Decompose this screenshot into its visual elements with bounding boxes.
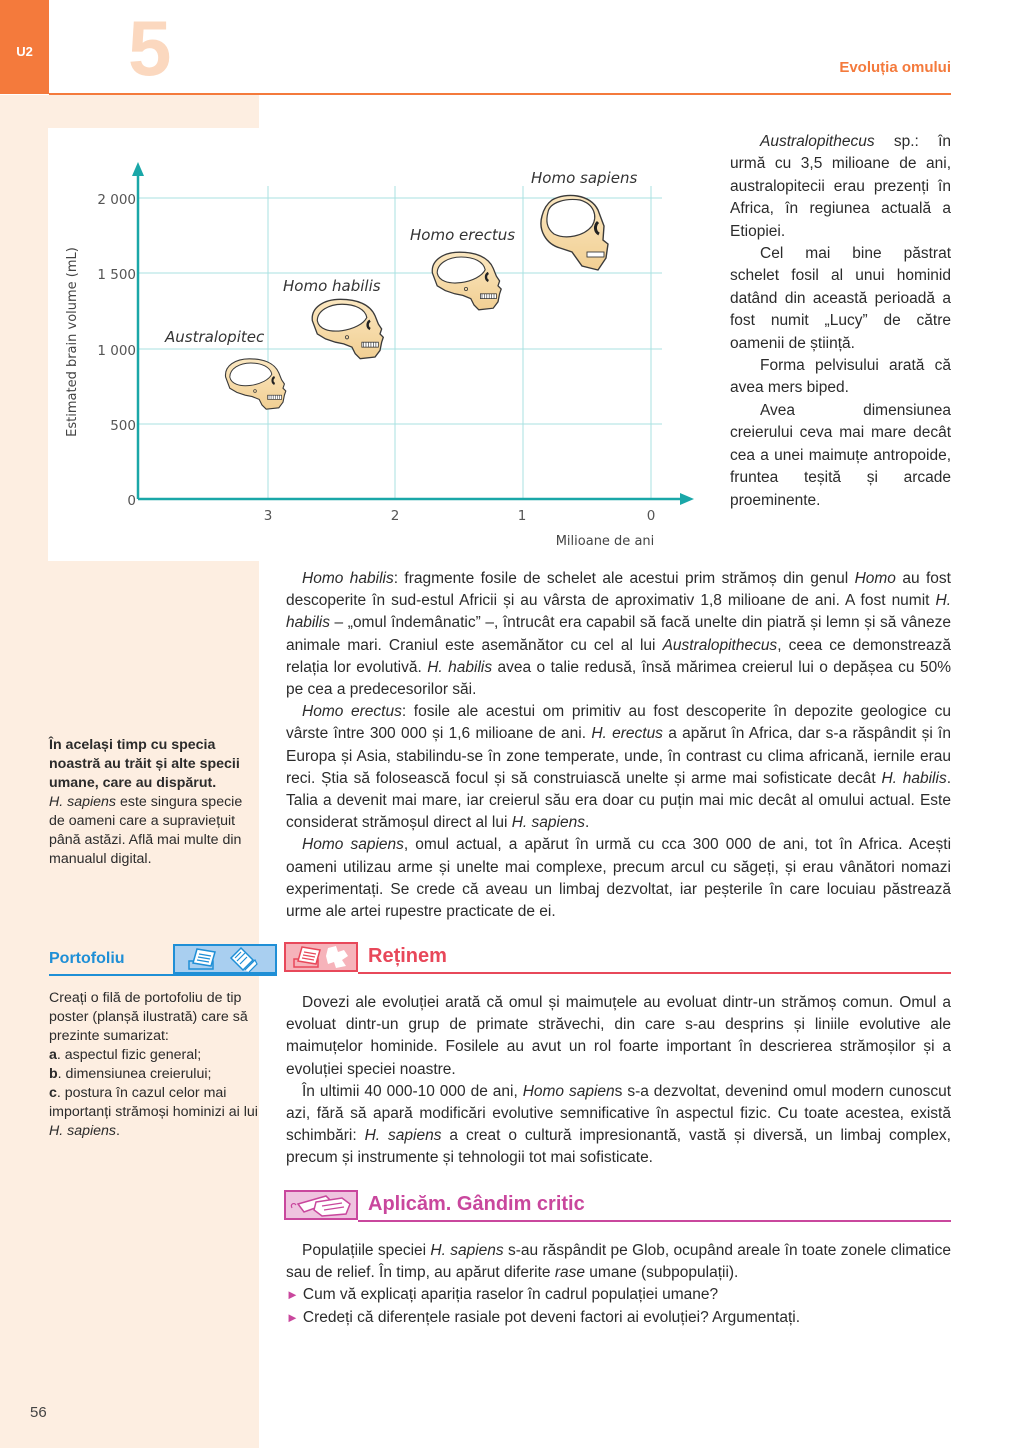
species-name: H. sapiens bbox=[511, 814, 585, 832]
question-item bbox=[286, 1307, 951, 1329]
text: . bbox=[584, 814, 590, 832]
text: , omul actual, a apărut în urmă cu cca 300 000 de ani, tot în Africa. Acești oameni utilizau arme și unelte mai complexe, precum arcul cu săgeți, și erau vânători nomazi experimentați. Se crede că aveau un limbaj dezvoltat, iar peșterile în care locuiau păstrează urme ale artei rupestre practicate de ei. bbox=[286, 836, 952, 921]
retinem-body bbox=[286, 992, 951, 1170]
x-axis-ticks bbox=[264, 508, 656, 524]
side-note-body bbox=[49, 793, 259, 869]
australopitec-skull-icon bbox=[225, 359, 285, 409]
aside-paragraph bbox=[730, 243, 951, 355]
chart-canvas bbox=[48, 128, 700, 561]
homo-habilis-skull-icon bbox=[312, 299, 383, 358]
x-axis-label: Milioane de ani bbox=[555, 534, 655, 549]
term: rase bbox=[554, 1264, 585, 1282]
portfolio-documents-icon bbox=[173, 944, 277, 974]
species-name: H. sapiens bbox=[430, 1242, 504, 1259]
homo-sapiens-skull-icon bbox=[541, 195, 608, 270]
item-letter: c bbox=[49, 1085, 57, 1101]
item-letter: b bbox=[49, 1066, 58, 1082]
item-text: . aspectul fizic general; bbox=[56, 1047, 202, 1063]
text: a apărut în Africa, dar s-a răspândit și în Europa și Asia, stabilindu-se în zone temperate, unde, în contrast cu clima africană, iernile erau reci. Știa să folosească focul și să construiască unelte și arme mai sofisticate decât bbox=[286, 725, 951, 787]
aplicam-body bbox=[286, 1240, 951, 1329]
text: . bbox=[116, 1123, 120, 1139]
aplicam-section-header bbox=[284, 1190, 951, 1222]
species-name: Homo habilis bbox=[302, 570, 394, 587]
x-tick: 0 bbox=[646, 508, 656, 524]
species-name: Homo sapiens bbox=[302, 836, 404, 854]
species-name: Homo sapien bbox=[522, 1082, 615, 1100]
header-divider bbox=[49, 93, 951, 95]
section-divider bbox=[358, 972, 951, 974]
label-homo-erectus: Homo erectus bbox=[410, 226, 516, 244]
chapter-number: 5 bbox=[128, 4, 172, 92]
species-name: H. sapiens bbox=[364, 1127, 442, 1145]
retinem-paragraph bbox=[286, 1081, 951, 1170]
text: În ultimii 40 000-10 000 de ani, bbox=[302, 1082, 523, 1100]
portfolio-header bbox=[49, 944, 277, 976]
text: umane (subpopulații). bbox=[584, 1264, 739, 1282]
species-name: H. habilis bbox=[881, 769, 947, 787]
portfolio-item bbox=[49, 1065, 259, 1084]
x-tick: 3 bbox=[263, 508, 273, 524]
y-tick: 1 500 bbox=[97, 267, 136, 283]
homo-sapiens-paragraph bbox=[286, 834, 951, 923]
x-tick: 2 bbox=[390, 508, 400, 524]
brain-volume-chart bbox=[48, 128, 700, 561]
text: : fosile ale acestui om primitiv au fost descoperite în depozite geologice cu vârste între 300 000 și 1,6 milioane de ani. bbox=[286, 703, 952, 743]
portfolio-body bbox=[49, 989, 259, 1141]
homo-habilis-paragraph bbox=[286, 568, 951, 701]
y-tick: 2 000 bbox=[97, 192, 136, 208]
species-name: H. erectus bbox=[591, 725, 663, 743]
question-text: Cum vă explicați apariția raselor în cadrul populației umane? bbox=[302, 1286, 719, 1304]
label-homo-habilis: Homo habilis bbox=[283, 277, 381, 295]
species-name: H. sapiens bbox=[49, 794, 117, 810]
aside-paragraph bbox=[730, 131, 951, 243]
y-tick: 1 000 bbox=[97, 343, 136, 359]
y-axis-ticks bbox=[97, 192, 136, 509]
page-number: 56 bbox=[30, 1404, 47, 1421]
aside-text: Forma pelvisului arată că avea mers biped. bbox=[730, 357, 951, 397]
species-name: Australopithecus bbox=[662, 636, 778, 654]
homo-erectus-skull-icon bbox=[432, 252, 501, 310]
text: a creat o cultură impresionantă, vastă și diversă, un limbaj complex, precum și instrumente și tehnologii tot mai sofisticate. bbox=[286, 1127, 951, 1167]
bullet-triangle-icon: ► bbox=[286, 1309, 299, 1325]
text: Populațiile speciei bbox=[302, 1242, 431, 1259]
question-text: Credeți că diferențele rasiale pot deveni factori ai evoluției? Argumentați. bbox=[302, 1308, 801, 1326]
aside-paragraph bbox=[730, 400, 951, 512]
unit-label: U2 bbox=[16, 44, 33, 59]
main-body-text bbox=[286, 568, 951, 923]
text: , ceea ce demonstrează relația lor evolutivă. bbox=[286, 636, 951, 676]
species-name: H. sapiens bbox=[49, 1123, 117, 1139]
y-tick: 500 bbox=[110, 418, 136, 434]
unit-tab bbox=[0, 0, 49, 94]
hand-pencil-icon bbox=[284, 1190, 358, 1220]
retinem-title: Reținem bbox=[368, 945, 447, 967]
question-item bbox=[286, 1284, 951, 1306]
page-title: Evoluția omului bbox=[839, 59, 951, 76]
portfolio-item bbox=[49, 1084, 259, 1141]
y-tick: 0 bbox=[127, 493, 136, 509]
aside-paragraph bbox=[730, 355, 951, 400]
text: . Talia a devenit mai mare, iar creierul său era doar cu puțin mai mic decât al omului actual. Este considerat strămoșul direct al lui bbox=[286, 769, 952, 832]
aplicam-paragraph bbox=[286, 1240, 951, 1284]
aside-text: sp.: în urmă cu 3,5 milioane de ani, australopitecii erau prezenți în Africa, în regiunea actuală a Etiopiei. bbox=[730, 133, 951, 240]
species-name: Australopithecus bbox=[760, 133, 875, 150]
portfolio-item bbox=[49, 1046, 259, 1065]
text: : fragmente fosile de schelet ale acestui prim strămoș din genul bbox=[393, 570, 855, 587]
item-text: . postura în cazul celor mai importanți strămoși hominizi ai lui bbox=[49, 1085, 258, 1120]
australopithecus-description bbox=[730, 131, 951, 512]
retinem-paragraph: Dovezi ale evoluției arată că omul și maimuțele au evoluat dintr-un strămoș comun. Omul a evoluat dintr-un grup de primate străvechi, din care s-au desprins și liniile evolutive ale maimuțelor hominide. Fosilele au avut un rol foarte important în descrierea strămoșilor și a evoluției speciei noastre. bbox=[286, 994, 951, 1078]
aplicam-title: Aplicăm. Gândim critic bbox=[368, 1193, 585, 1215]
item-letter: a bbox=[49, 1047, 57, 1063]
text: s-au răspândit pe Glob, ocupând areale în toate zonele climatice sau de relief. În timp, au apărut diferite bbox=[286, 1242, 951, 1282]
aside-text: Avea dimensiunea creierului ceva mai mare decât cea a unei maimuțe antropoide, fruntea teșită și arcade proeminente. bbox=[730, 401, 951, 509]
label-homo-sapiens: Homo sapiens bbox=[531, 169, 638, 187]
text: avea o talie redusă, însă mărimea creierul lui o depășea cu 50% pe cea a predecesorilor săi. bbox=[286, 658, 952, 699]
homo-erectus-paragraph bbox=[286, 701, 951, 834]
portfolio-intro: Creați o filă de portofoliu de tip poster (planșă ilustrată) care să prezinte sumarizat: bbox=[49, 990, 248, 1044]
item-text: . dimensiunea creierului; bbox=[57, 1066, 212, 1082]
species-name: H. habilis bbox=[286, 592, 951, 632]
text: s s-a dezvoltat, devenind omul modern cunoscut azi, fără să apară modificări evolutive semnificative în aspectul fizic. Cu toate acestea, există schimbări: bbox=[286, 1082, 952, 1145]
species-name: H. habilis bbox=[427, 658, 493, 676]
aside-text: Cel mai bine păstrat schelet fosil al unui hominid datând din această perioadă a fost numit „Lucy” de către oamenii de știință. bbox=[730, 245, 951, 352]
text: este singura specie de oameni care a supraviețuit până astăzi. Află mai multe din manualul digital. bbox=[49, 794, 243, 867]
label-australopitec: Australopitec bbox=[165, 328, 265, 346]
portfolio-title: Portofoliu bbox=[49, 950, 125, 967]
y-axis-label: Estimated brain volume (mL) bbox=[65, 247, 80, 437]
x-tick: 1 bbox=[517, 508, 527, 524]
side-note-heading: În același timp cu specia noastră au trăit și alte specii umane, care au dispărut. bbox=[49, 737, 240, 791]
bullet-triangle-icon: ► bbox=[286, 1287, 299, 1303]
retinem-section-header bbox=[284, 942, 951, 974]
genus-name: Homo bbox=[854, 570, 896, 587]
section-divider bbox=[358, 1220, 951, 1222]
species-name: Homo erectus bbox=[302, 703, 402, 721]
side-note bbox=[49, 736, 259, 869]
text: au fost descoperite în sud-estul Africii și au vârsta de aproximativ 1,8 milioane de ani. A fost numit bbox=[286, 570, 951, 610]
notes-puzzle-icon bbox=[284, 942, 358, 972]
text: – „omul îndemânatic” –, întrucât era capabil să facă unelte din piatră și lemn și să vâneze animale mari. Craniul este asemănător cu cel al lui bbox=[286, 614, 951, 654]
